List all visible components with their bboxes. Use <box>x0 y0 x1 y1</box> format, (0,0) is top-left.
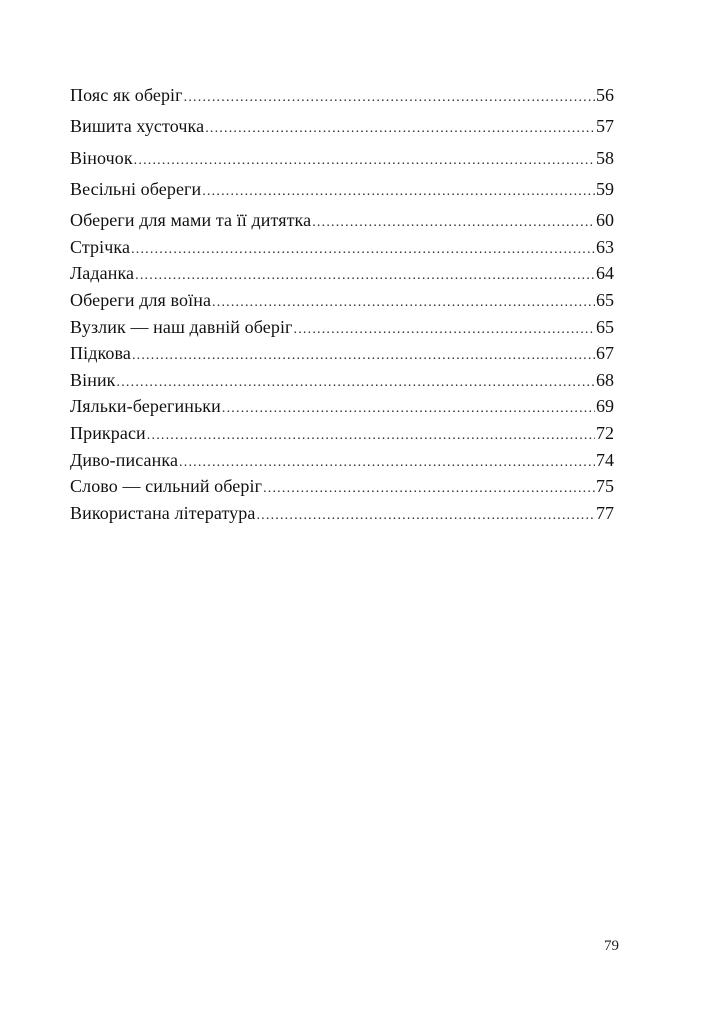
toc-leader-dots <box>179 451 595 475</box>
toc-entry <box>70 341 614 368</box>
toc-entry <box>70 146 614 177</box>
toc-entry <box>70 448 614 475</box>
toc-leader-dots <box>312 211 595 235</box>
toc-entry <box>70 208 614 235</box>
page-number: 79 <box>604 938 619 954</box>
toc-entry <box>70 114 614 145</box>
toc-entry <box>70 501 614 528</box>
toc-leader-dots <box>135 264 595 288</box>
toc-entry <box>70 368 614 395</box>
toc-entry <box>70 394 614 421</box>
toc-entry-page: 65 <box>596 289 614 310</box>
toc-leader-dots <box>117 371 595 395</box>
toc-entry-title: Обереги для воїна <box>70 289 212 310</box>
toc-entry-page: 56 <box>596 85 614 105</box>
toc-entry <box>70 474 614 501</box>
toc-entry-title: Ляльки-берегиньки <box>70 396 221 417</box>
toc-entry-page: 64 <box>596 263 614 284</box>
toc-leader-dots <box>202 180 595 204</box>
table-of-contents <box>70 83 614 527</box>
toc-entry-page: 58 <box>596 147 614 168</box>
toc-entry-title: Стрічка <box>70 236 131 257</box>
toc-entry-page: 67 <box>596 343 614 364</box>
toc-entry-page: 75 <box>596 476 614 497</box>
toc-leader-dots <box>184 86 595 110</box>
toc-entry-title: Прикраси <box>70 422 146 443</box>
toc-entry <box>70 235 614 262</box>
toc-entry-title: Слово — сильний оберіг <box>70 476 263 497</box>
toc-entry-page: 68 <box>596 369 614 390</box>
toc-entry-page: 77 <box>596 502 614 523</box>
toc-entry-title: Обереги для мами та її дитятка <box>70 210 312 231</box>
toc-entry-title: Віночок <box>70 147 133 168</box>
toc-entry <box>70 421 614 448</box>
toc-leader-dots <box>132 344 595 368</box>
toc-leader-dots <box>131 238 595 262</box>
toc-entry <box>70 83 614 114</box>
toc-leader-dots <box>222 397 595 421</box>
toc-leader-dots <box>294 318 595 342</box>
toc-leader-dots <box>134 149 595 173</box>
toc-leader-dots <box>263 477 595 501</box>
toc-entry-title: Віник <box>70 369 116 390</box>
toc-entry-page: 69 <box>596 396 614 417</box>
toc-leader-dots <box>205 117 595 141</box>
toc-entry-page: 60 <box>596 210 614 231</box>
toc-entry <box>70 315 614 342</box>
toc-entry-title: Вузлик — наш давній оберіг <box>70 316 293 337</box>
toc-entry-page: 59 <box>596 178 614 199</box>
toc-entry-title: Використана література <box>70 502 256 523</box>
toc-entry-title: Пояс як оберіг <box>70 85 183 105</box>
toc-entry-page: 65 <box>596 316 614 337</box>
toc-leader-dots <box>256 504 595 528</box>
toc-entry-page: 74 <box>596 449 614 470</box>
toc-leader-dots <box>147 424 595 448</box>
toc-entry-title: Диво-писанка <box>70 449 179 470</box>
toc-entry-page: 63 <box>596 236 614 257</box>
toc-entry-title: Вишита хусточка <box>70 116 205 137</box>
toc-entry <box>70 261 614 288</box>
toc-entry-title: Весільні обереги <box>70 178 202 199</box>
toc-entry-title: Ладанка <box>70 263 135 284</box>
toc-entry <box>70 177 614 208</box>
toc-entry <box>70 288 614 315</box>
toc-entry-page: 72 <box>596 422 614 443</box>
toc-entry-title: Підкова <box>70 343 131 364</box>
toc-entry-page: 57 <box>596 116 614 137</box>
toc-leader-dots <box>212 291 595 315</box>
